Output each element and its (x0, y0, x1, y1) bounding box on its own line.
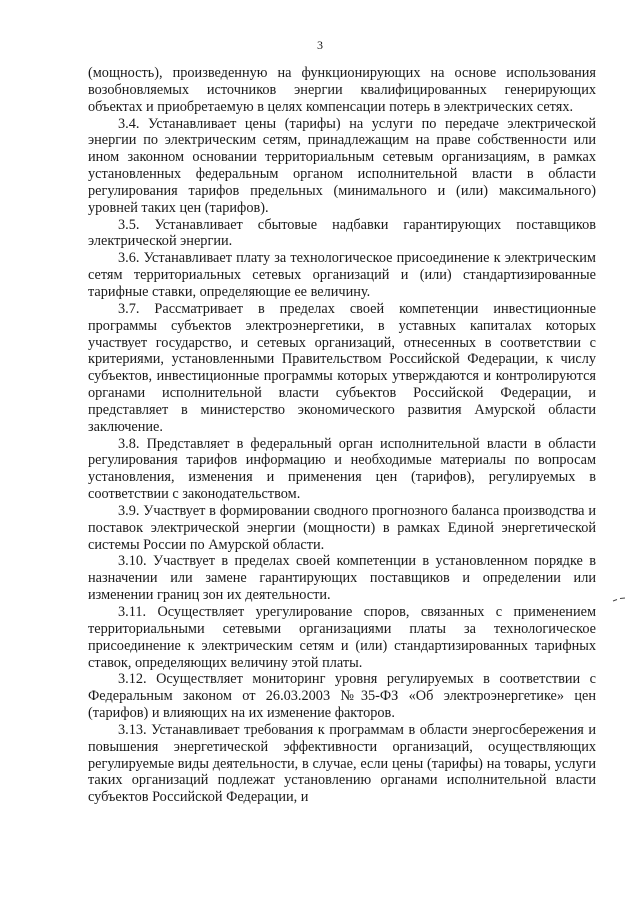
paragraph-3-8: 3.8. Представляет в федеральный орган исполнительной власти в области регулирования тарифов информацию и необходимые материалы по вопросам установления, изменения и применения цен (тарифов), регулируемых в соответствии с законодательством. (88, 435, 596, 503)
paragraph-3-10: 3.10. Участвует в пределах своей компетенции в установленном порядке в назначении или замене гарантирующих поставщиков и определении или изменении границ зон их деятельности. (88, 553, 596, 604)
document-body (88, 65, 596, 806)
paragraph-3-7: 3.7. Рассматривает в пределах своей компетенции инвестиционные программы субъектов электроэнергетики, в уставных капиталах которых участвует государство, и сетевых организаций, отнесенных в соответствии с критериями, установленными Правительством Российской Федерации, к числу субъектов, инвестиционные программы которых утверждаются и контролируются органами исполнительной власти субъектов Российской Федерации, и представляет в министерство экономического развития Амурской области заключение. (88, 300, 596, 435)
paragraph-continuation: (мощность), произведенную на функционирующих на основе использования возобновляемых источников энергии квалифицированных генерирующих объектах и приобретаемую в целях компенсации потерь в электрических сетях. (88, 65, 596, 115)
paragraph-3-13: 3.13. Устанавливает требования к программам в области энергосбережения и повышения энергетической эффективности организаций, осуществляющих регулируемые виды деятельности, в случае, если цены (тарифы) на товары, услуги таких организаций подлежат установлению органами исполнительной власти субъектов Российской Федерации, и (88, 721, 596, 806)
scan-margin-mark (612, 597, 626, 603)
paragraph-3-11: 3.11. Осуществляет урегулирование споров, связанных с применением территориальными сетевыми организациями платы за технологическое присоединение к электрическим сетям и (или) стандартизированных тарифных ставок, определяющих величину этой платы. (88, 604, 596, 671)
paragraph-3-5: 3.5. Устанавливает сбытовые надбавки гарантирующих поставщиков электрической энергии. (88, 216, 596, 250)
paragraph-3-4: 3.4. Устанавливает цены (тарифы) на услуги по передаче электрической энергии по электрическим сетям, принадлежащим на праве собственности или ином законном основании территориальным сетевым организациям, в рамках установленных федеральным органом исполнительной власти в области регулирования тарифов предельных (минимального и (или) максимального) уровней таких цен (тарифов). (88, 115, 596, 216)
paragraph-3-6: 3.6. Устанавливает плату за технологическое присоединение к электрическим сетям территориальных сетевых организаций и (или) стандартизированные тарифные ставки, определяющие ее величину. (88, 250, 596, 300)
paragraph-3-9: 3.9. Участвует в формировании сводного прогнозного баланса производства и поставок электрической энергии (мощности) в рамках Единой энергетической системы России по Амурской области. (88, 502, 596, 553)
paragraph-3-12: 3.12. Осуществляет мониторинг уровня регулируемых в соответствии с Федеральным законом от 26.03.2003 №35-ФЗ «Об электроэнергетике» цен (тарифов) и влияющих на их изменение факторов. (88, 671, 596, 722)
page-number: 3 (317, 38, 323, 52)
